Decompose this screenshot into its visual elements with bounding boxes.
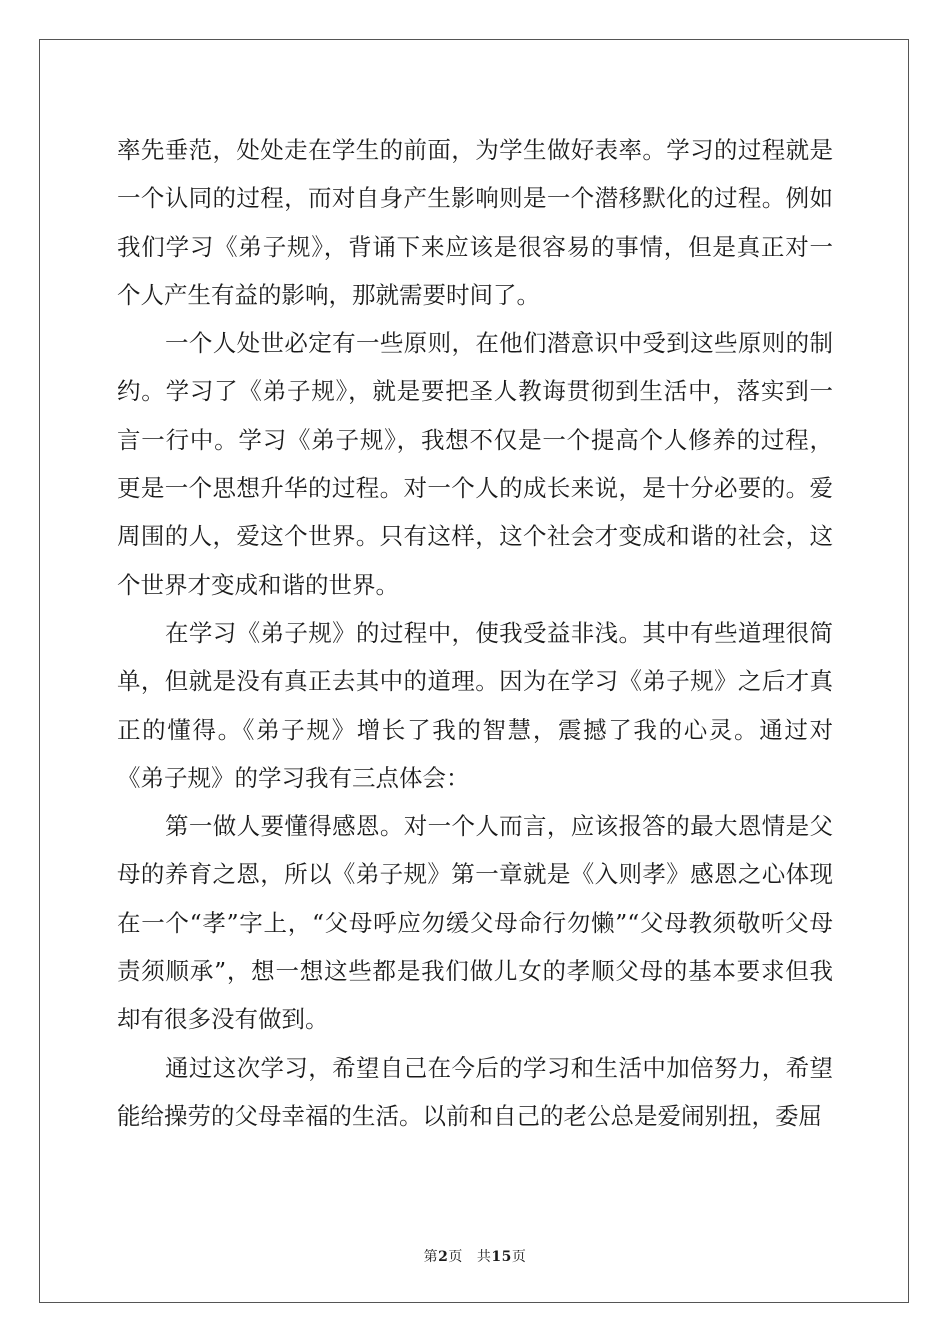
document-body — [117, 126, 833, 1140]
paragraph-1: 率先垂范，处处走在学生的前面，为学生做好表率。学习的过程就是一个认同的过程，而对自身产生影响则是一个潜移默化的过程。例如我们学习《弟子规》，背诵下来应该是很容易的事情，但是真正对一个人产生有益的影响，那就需要时间了。 — [117, 136, 833, 309]
total-suffix: 页 — [511, 1249, 527, 1265]
paragraph-4: 第一做人要懂得感恩。对一个人而言，应该报答的最大恩情是父母的养育之恩，所以《弟子规》第一章就是《入则孝》感恩之心体现在一个“孝”字上，“父母呼应勿缓父母命行勿懒”“父母教须敬听父母责须顺承”，想一想这些都是我们做儿女的孝顺父母的基本要求但我却有很多没有做到。 — [117, 812, 833, 1034]
page-suffix: 页 — [448, 1249, 463, 1265]
page-number: 2 — [438, 1249, 449, 1265]
page-prefix: 第 — [423, 1249, 439, 1265]
paragraph-5: 通过这次学习，希望自己在今后的学习和生活中加倍努力，希望能给操劳的父母幸福的生活。以前和自己的老公总是爱闹别扭，委屈 — [117, 1053, 833, 1130]
paragraph-2: 一个人处世必定有一些原则，在他们潜意识中受到这些原则的制约。学习了《弟子规》，就是要把圣人教诲贯彻到生活中，落实到一言一行中。学习《弟子规》，我想不仅是一个提高个人修养的过程，更是一个思想升华的过程。对一个人的成长来说，是十分必要的。爱周围的人，爱这个世界。只有这样，这个社会才变成和谐的社会，这个世界才变成和谐的世界。 — [117, 329, 833, 599]
total-prefix: 共 — [476, 1249, 492, 1265]
page-footer — [0, 1246, 950, 1266]
total-pages: 15 — [491, 1249, 512, 1265]
paragraph-3: 在学习《弟子规》的过程中，使我受益非浅。其中有些道理很简单，但就是没有真正去其中的道理。因为在学习《弟子规》之后才真正的懂得。《弟子规》增长了我的智慧，震撼了我的心灵。通过对《弟子规》的学习我有三点体会： — [117, 618, 833, 792]
